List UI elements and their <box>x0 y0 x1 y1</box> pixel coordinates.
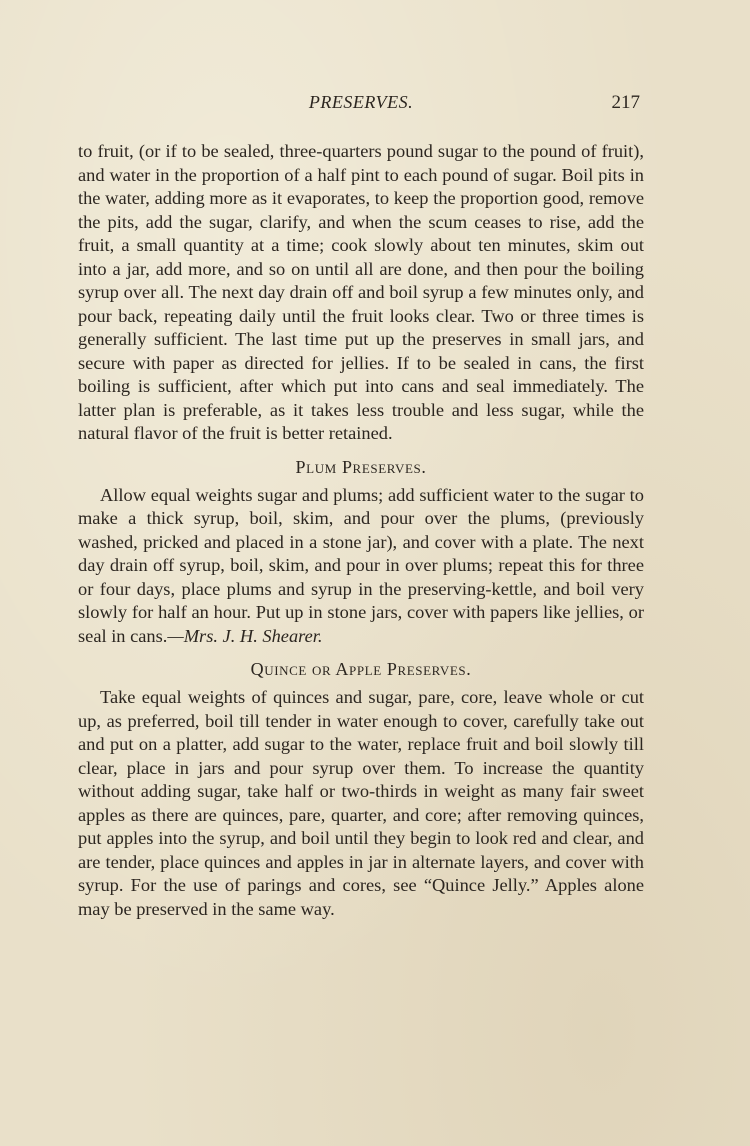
continuation-paragraph: to fruit, (or if to be sealed, three-quarters pound sugar to the pound of fruit), and water in the proportion of a half pint to each pound of sugar. Boil pits in the water, adding more as it evaporates, to keep the proportion good, remove the pits, add the sugar, clarify, and when the scum ceases to rise, add the fruit, a small quantity at a time; cook slowly about ten minutes, skim out into a jar, add more, and so on until all are done, and then pour the boiling syrup over all. The next day drain off and boil syrup a few minutes only, and pour back, repeating daily until the fruit looks clear. Two or three times is generally sufficient. The last time put up the preserves in small jars, and secure with paper as directed for jellies. If to be sealed in cans, the first boiling is sufficient, after which put into cans and seal immediately. The latter plan is preferable, as it takes less trouble and less sugar, while the natural flavor of the fruit is better retained. <box>78 141 644 443</box>
plum-preserves-heading: Plum Preserves. <box>295 456 427 477</box>
running-title: PRESERVES. <box>308 92 414 112</box>
book-page <box>78 92 644 921</box>
plum-preserves-recipe <box>78 484 644 649</box>
running-header <box>78 92 644 126</box>
quince-apple-preserves-recipe: Take equal weights of quinces and sugar, pare, core, leave whole or cut up, as preferred, boil till tender in water enough to cover, carefully take out and put on a platter, add sugar to the water, replace fruit and boil slowly till clear, place in jars and pour syrup over them. To increase the quantity without adding sugar, take half or two-thirds in weight as many fair sweet apples as there are quinces, pare, quarter, and core; after removing quinces, put apples into the syrup, and boil until they begin to look red and clear, and are tender, place quinces and apples in jar in alternate layers, and cover with syrup. For the use of parings and cores, see “Quince Jelly.” Apples alone may be preserved in the same way. <box>78 687 644 919</box>
plum-preserves-body: Allow equal weights sugar and plums; add sufficient water to the sugar to make a thick syrup, boil, skim, and pour over the plums, (previously washed, pricked and placed in a stone jar), and cover with a plate. The next day drain off syrup, boil, skim, and pour in over plums; repeat this for three or four days, place plums and syrup in the preserving-kettle, and boil very slowly for half an hour. Put up in stone jars, cover with papers like jellies, or seal in cans. <box>78 484 644 646</box>
page-number: 217 <box>611 92 640 113</box>
quince-apple-preserves-heading: Quince or Apple Preserves. <box>250 659 472 679</box>
recipe-attribution: —Mrs. J. H. Shearer. <box>167 625 323 646</box>
